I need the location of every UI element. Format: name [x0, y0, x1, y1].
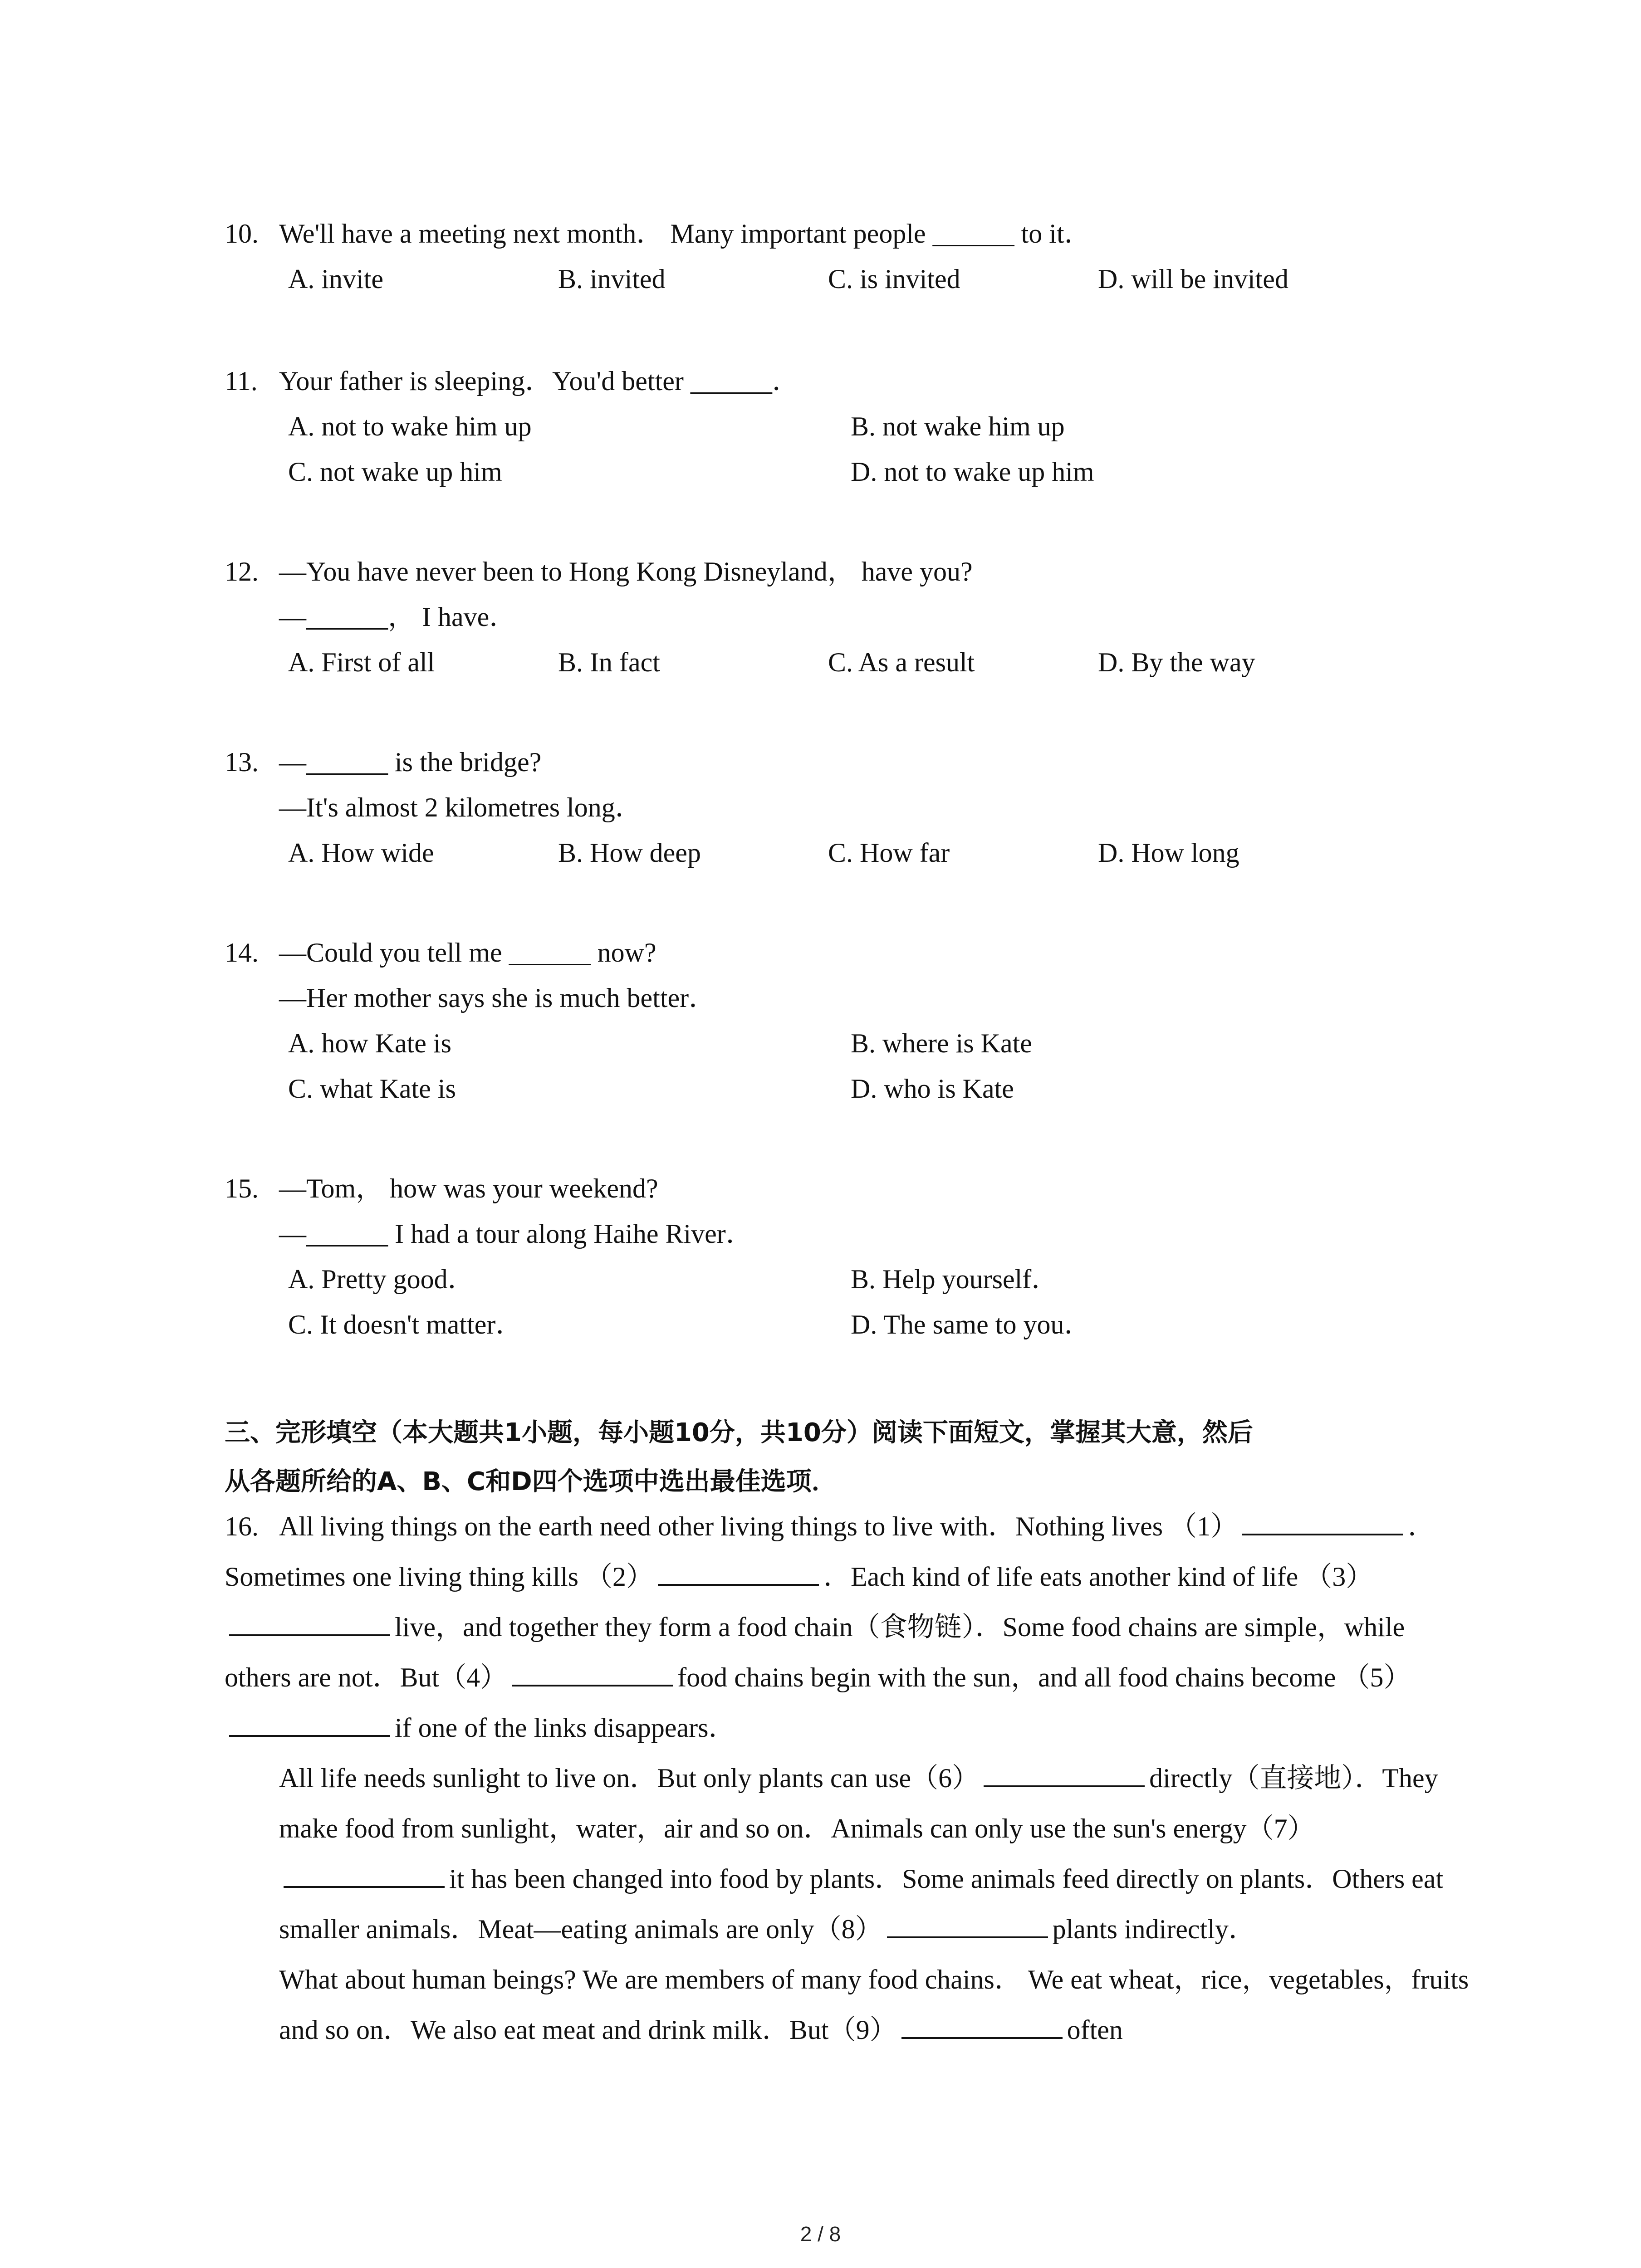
passage-text: ．Sometimes one living thing kills （2）	[225, 1511, 1435, 1592]
passage-text: if one of the links disappears．	[395, 1713, 736, 1743]
cloze-blank-9[interactable]	[901, 2011, 1063, 2039]
question-14	[225, 930, 1495, 1111]
question-number: 15.	[225, 1173, 259, 1203]
option-c: C. not wake up him	[288, 457, 502, 487]
passage-text: live，and together they form a food chain（食物链）．Some food chains are simple，while others are not．But（4）	[225, 1612, 1405, 1692]
question-response-line: —______ I had a tour along Haihe River．	[279, 1219, 753, 1249]
options-row	[225, 404, 1495, 449]
option-d: D. By the way	[1098, 647, 1255, 677]
passage-paragraph-3	[225, 1955, 1472, 2055]
options-row	[225, 1066, 1495, 1111]
cloze-passage	[225, 1501, 1472, 2055]
passage-text: plants indirectly．	[1052, 1914, 1256, 1944]
option-a: A. not to wake him up	[288, 411, 532, 441]
question-13	[225, 739, 1495, 875]
option-c: C. It doesn't matter．	[288, 1310, 523, 1339]
question-stem: We'll have a meeting next month． Many important people ______ to it．	[279, 219, 1092, 249]
cloze-blank-3[interactable]	[229, 1608, 390, 1636]
option-c: C. what Kate is	[288, 1074, 456, 1104]
option-a: A. invite	[288, 264, 383, 294]
option-d: D. who is Kate	[851, 1074, 1014, 1104]
options-row	[225, 1021, 1495, 1066]
option-d: D. How long	[1098, 838, 1239, 868]
option-b: B. not wake him up	[851, 411, 1065, 441]
section-heading-line: 三、完形填空（本大题共1小题，每小题10分，共10分）阅读下面短文，掌握其大意，然后	[225, 1418, 1253, 1447]
option-c: C. is invited	[828, 264, 960, 294]
passage-paragraph-1	[225, 1501, 1472, 1753]
question-10	[225, 211, 1495, 302]
option-b: B. Help yourself．	[851, 1264, 1059, 1294]
question-number: 14.	[225, 938, 259, 968]
option-d: D. The same to you．	[851, 1310, 1092, 1339]
option-d: D. not to wake up him	[851, 457, 1094, 487]
question-stem: —______ is the bridge?	[279, 747, 542, 777]
options-row	[225, 1302, 1495, 1347]
options-row	[225, 449, 1495, 494]
passage-paragraph-2	[225, 1753, 1472, 1955]
page-indicator: 2 / 8	[800, 2222, 841, 2246]
question-number: 16.	[225, 1511, 259, 1541]
question-stem: —Tom， how was your weekend?	[279, 1173, 658, 1203]
option-c: C. As a result	[828, 647, 975, 677]
question-stem: —You have never been to Hong Kong Disneyland， have you?	[279, 557, 973, 587]
options-row	[225, 830, 1495, 875]
options-row	[225, 640, 1495, 685]
cloze-blank-1[interactable]	[1242, 1507, 1403, 1535]
section-heading-cloze	[225, 1408, 1450, 1506]
option-a: A. First of all	[288, 647, 435, 677]
question-number: 11.	[225, 366, 258, 396]
question-response-line: —______， I have．	[279, 602, 517, 632]
cloze-blank-5[interactable]	[229, 1709, 390, 1737]
passage-text: What about human beings? We are members of many food chains． We eat wheat，rice，vegetables，fruits and so on．We also eat meat and drink milk．But（9）	[279, 1965, 1469, 2045]
passage-text: food chains begin with the sun，and all food chains become （5）	[677, 1662, 1411, 1692]
passage-text: All living things on the earth need other living things to live with．Nothing lives （1）	[279, 1511, 1238, 1541]
cloze-blank-2[interactable]	[658, 1558, 819, 1586]
cloze-blank-7[interactable]	[284, 1860, 445, 1888]
question-12	[225, 549, 1495, 685]
question-response-line: —It's almost 2 kilometres long．	[279, 792, 642, 822]
question-number: 10.	[225, 219, 259, 249]
option-a: A. How wide	[288, 838, 434, 868]
option-c: C. How far	[828, 838, 950, 868]
passage-text: directly（直接地）．They make food from sunlight，water，air and so on．Animals can only use the sun's energy（7）	[279, 1763, 1438, 1843]
passage-text: All life needs sunlight to live on．But only plants can use（6）	[279, 1763, 980, 1793]
question-number: 12.	[225, 557, 259, 587]
passage-text: ．Each kind of life eats another kind of life （3）	[823, 1562, 1373, 1592]
options-row	[225, 1256, 1495, 1302]
passage-text: often	[1067, 2015, 1123, 2045]
option-b: B. In fact	[558, 647, 660, 677]
cloze-blank-6[interactable]	[984, 1759, 1145, 1787]
option-d: D. will be invited	[1098, 264, 1288, 294]
options-row	[225, 256, 1495, 302]
option-a: A. how Kate is	[288, 1028, 451, 1058]
question-stem: —Could you tell me ______ now?	[279, 938, 656, 968]
question-number: 13.	[225, 747, 259, 777]
cloze-blank-8[interactable]	[887, 1910, 1048, 1938]
question-stem: Your father is sleeping．You'd better ______．	[279, 366, 799, 396]
option-b: B. invited	[558, 264, 666, 294]
question-response-line: —Her mother says she is much better．	[279, 983, 716, 1013]
option-b: B. where is Kate	[851, 1028, 1032, 1058]
section-heading-line: 从各题所给的A、B、C和D四个选项中选出最佳选项．	[225, 1467, 837, 1496]
option-b: B. How deep	[558, 838, 701, 868]
question-11	[225, 358, 1495, 494]
passage-text: it has been changed into food by plants．Some animals feed directly on plants．Others eat smaller animals．Meat—eating animals are only（8）	[279, 1864, 1444, 1944]
cloze-blank-4[interactable]	[512, 1658, 673, 1686]
option-a: A. Pretty good．	[288, 1264, 475, 1294]
question-15	[225, 1166, 1495, 1347]
